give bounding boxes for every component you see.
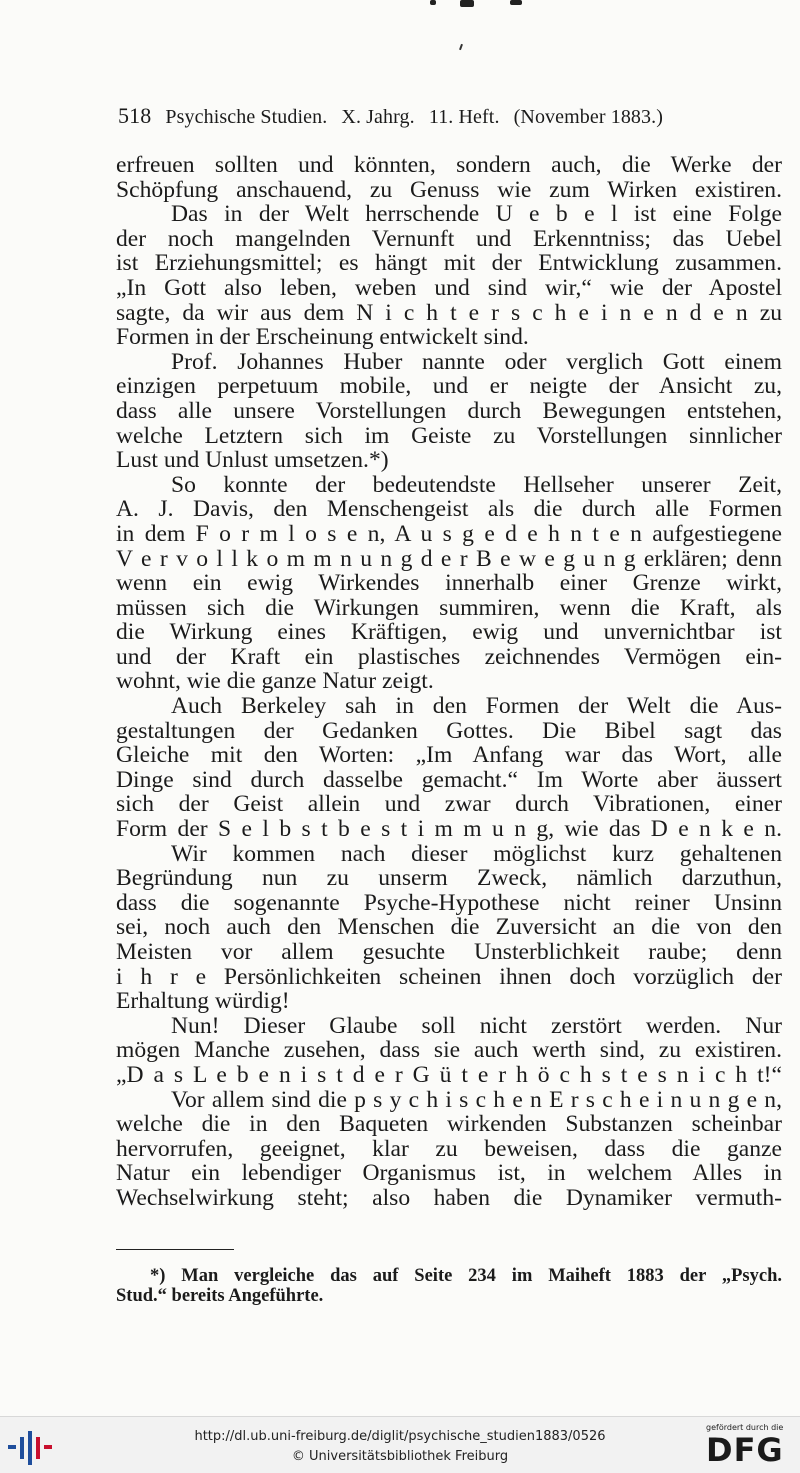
sponsor-tagline: gefördert durch die — [706, 1423, 784, 1432]
text-line: in dem F o r m l o s e n, A u s g e d e h n t e n aufgestiegene — [116, 521, 782, 547]
footnote — [116, 1266, 782, 1306]
text-line: Vor allem sind die p s y c h i s c h e n E r s c h e i n u n g e n, — [171, 1087, 782, 1113]
text-line: welche die in den Baqueten wirkenden Substanzen scheinbar — [116, 1112, 782, 1137]
text-line: erfreuen sollten und könnten, sondern auch, die Werke der — [116, 153, 782, 178]
text-line: die Wirkung eines Kräftigen, ewig und unvernichtbar ist — [116, 620, 782, 645]
issue-label: 11. Heft. — [428, 106, 500, 128]
text-line: Das in der Welt herrschende U e b e l ist eine Folge — [171, 202, 782, 227]
scan-speck — [459, 44, 463, 50]
journal-title: Psychische Studien. — [165, 106, 328, 128]
text-line: sich der Geist allein und zwar durch Vibrationen, einer — [116, 792, 782, 818]
text-line: der noch mangelnden Vernunft und Erkenntniss; das Uebel — [116, 226, 782, 252]
text-line: wenn ein ewig Wirkendes innerhalb einer Grenze wirkt, — [116, 571, 782, 596]
text-line: sagte, da wir aus dem N i c h t e r s c h e i n e n d e n zu — [116, 300, 782, 326]
text-line: i h r e Persönlichkeiten scheinen ihnen doch vorzüglich der — [116, 964, 782, 990]
viewer-footer — [0, 1416, 800, 1473]
issue-date: (November 1883.) — [513, 106, 663, 128]
dfg-logo-icon — [702, 1423, 794, 1469]
dfg-logo-text: DFG — [706, 1431, 784, 1469]
text-line: müssen sich die Wirkungen summiren, wenn die Kraft, als — [116, 595, 782, 621]
text-line: einzigen perpetuum mobile, und er neigte der Ansicht zu, — [116, 374, 782, 399]
text-line: Nun! Dieser Glaube soll nicht zerstört werden. Nur — [171, 1013, 782, 1039]
text-line: Lust und Unlust umsetzen.*) — [116, 448, 389, 473]
permalink-url[interactable]: http://dl.ub.uni-freiburg.de/diglit/psychische_studien1883/0526 — [194, 1429, 606, 1444]
volume-label: X. Jahrg. — [341, 106, 415, 128]
text-line: sei, noch auch den Menschen die Zuversicht an die von den — [116, 915, 782, 940]
text-line: Meisten vor allem gesuchte Unsterblichkeit raube; denn — [116, 940, 782, 965]
text-line: V e r v o l l k o m m n u n g d e r B e w e g u n g erklären; denn — [116, 546, 782, 572]
text-line: Wechselwirkung steht; also haben die Dynamiker vermuth- — [116, 1185, 782, 1211]
text-line: und der Kraft ein plastisches zeichnendes Vermögen ein- — [116, 644, 782, 670]
footnote-line: *) Man vergleiche das auf Seite 234 im Maiheft 1883 der „Psych. — [150, 1266, 782, 1286]
text-line: Natur ein lebendiger Organismus ist, in welchem Alles in — [116, 1161, 782, 1186]
copyright-notice: © Universitätsbibliothek Freiburg — [291, 1449, 509, 1464]
scan-artifact-marks — [430, 0, 530, 10]
text-line: welche Letztern sich im Geiste zu Vorstellungen sinnlicher — [116, 423, 782, 449]
text-line: ist Erziehungsmittel; es hängt mit der Entwicklung zusammen. — [116, 251, 782, 276]
text-line: Gleiche mit den Worten: „Im Anfang war das Wort, alle — [116, 743, 782, 768]
running-header — [118, 104, 782, 129]
text-line: Auch Berkeley sah in den Formen der Welt die Aus- — [171, 694, 782, 719]
text-line: Begründung nun zu unserm Zweck, nämlich darzuthun, — [116, 866, 782, 891]
text-line: „D a s L e b e n i s t d e r G ü t e r h ö c h s t e s n i c h t!“ — [116, 1062, 782, 1088]
footnote-line: Stud.“ bereits Angeführte. — [116, 1286, 324, 1306]
text-line: Prof. Johannes Huber nannte oder verglich Gott einem — [171, 349, 782, 375]
text-line: dass alle unsere Vorstellungen durch Bewegungen entstehen, — [116, 398, 782, 424]
text-line: So konnte der bedeutendste Hellseher unserer Zeit, — [171, 472, 782, 498]
text-line: Schöpfung anschauend, zu Genuss wie zum Wirken existiren. — [116, 177, 782, 203]
text-line: hervorrufen, geeignet, klar zu beweisen, dass die ganze — [116, 1136, 782, 1162]
text-line: Formen in der Erscheinung entwickelt sind. — [116, 325, 529, 350]
text-line: Dinge sind durch dasselbe gemacht.“ Im Worte aber äussert — [116, 767, 782, 793]
text-line: mögen Manche zusehen, dass sie auch werth sind, zu existiren. — [116, 1038, 782, 1063]
text-line: Erhaltung würdig! — [116, 989, 290, 1014]
text-line: dass die sogenannte Psyche-Hypothese nicht reiner Unsinn — [116, 890, 782, 916]
text-line: „In Gott also leben, weben und sind wir,“ wie der Apostel — [116, 275, 782, 301]
text-line: Wir kommen nach dieser möglichst kurz gehaltenen — [171, 841, 782, 867]
text-line: Form der S e l b s t b e s t i m m u n g, wie das D e n k e n. — [116, 817, 782, 842]
text-line: wohnt, wie die ganze Natur zeigt. — [116, 669, 434, 695]
footnote-divider — [116, 1249, 234, 1250]
page-number: 518 — [118, 103, 152, 128]
text-line: A. J. Davis, den Menschengeist als die durch alle Formen — [116, 497, 782, 522]
text-line: gestaltungen der Gedanken Gottes. Die Bibel sagt das — [116, 718, 782, 744]
body-text — [116, 153, 782, 1211]
